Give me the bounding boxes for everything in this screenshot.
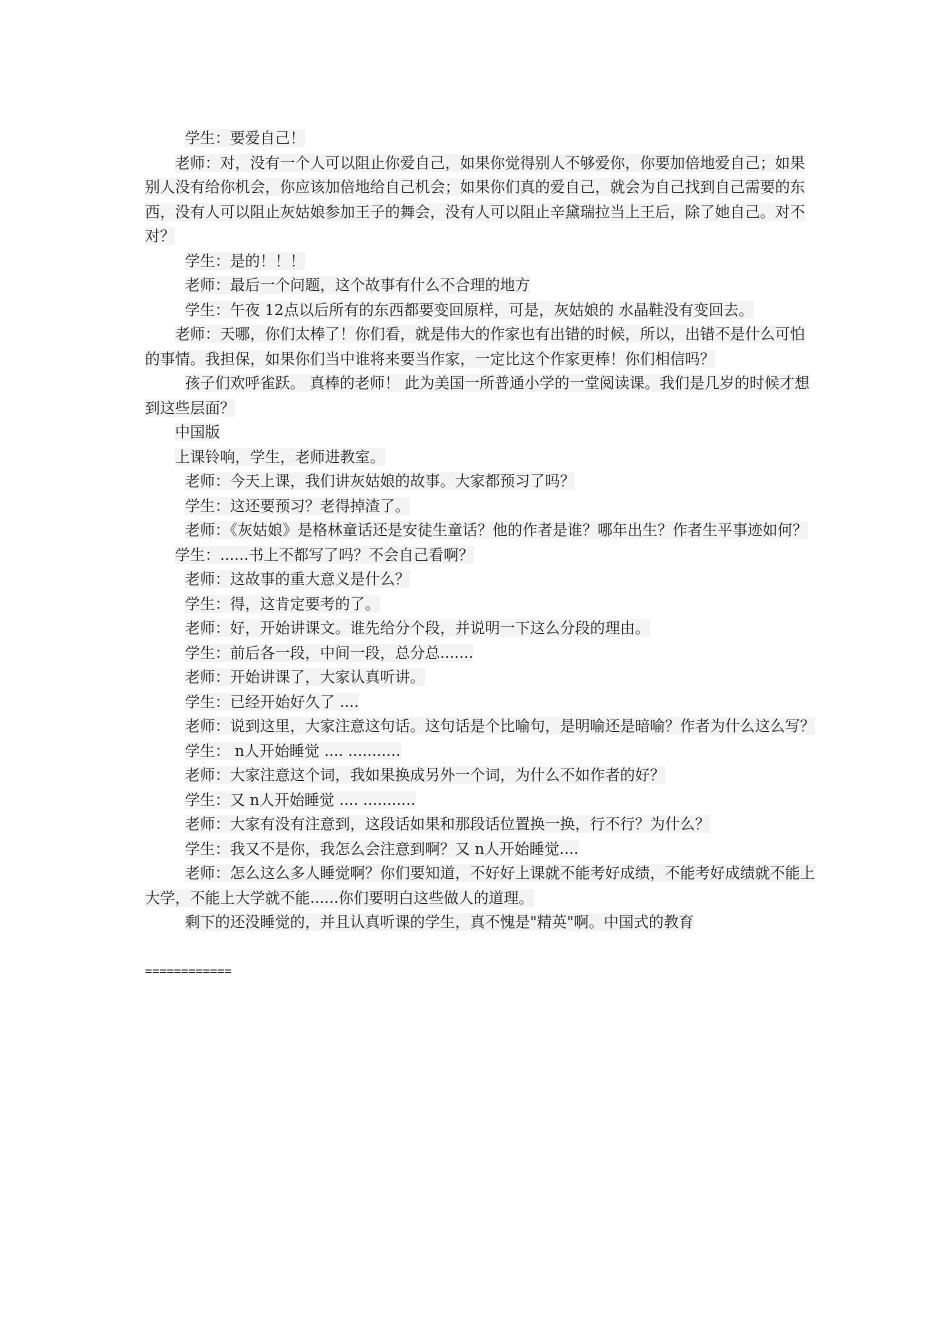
paragraph-text: 老师：对，没有一个人可以阻止你爱自己，如果你觉得别人不够爱你，你要加倍地爱自己；如果别人没有给你机会，你应该加倍地给自己机会；如果你们真的爱自己，就会为自己找到自己需要的东西，没有人可以阻止灰姑娘参加王子的舞会，没有人可以阻止辛黛瑞拉当上王后，除了她自己。对不对？ [145, 153, 806, 245]
paragraph-text: 剩下的还没睡觉的，并且认真听课的学生，真不愧是"精英"啊。中国式的教育 [185, 913, 694, 931]
paragraph [145, 739, 815, 764]
paragraph [145, 812, 815, 837]
paragraph [145, 788, 815, 813]
paragraph [145, 616, 815, 641]
paragraph [145, 518, 815, 543]
paragraph [145, 837, 815, 862]
paragraph-text: 学生：是的！！！ [185, 251, 306, 270]
paragraph-text: 学生：我又不是你，我怎么会注意到啊？又 n人开始睡觉.... [185, 839, 579, 858]
paragraph-text: 学生： n人开始睡觉 .... ........... [185, 741, 401, 760]
paragraph [145, 592, 815, 617]
paragraph-text: 老师：大家注意这个词，我如果换成另外一个词，为什么不如作者的好？ [185, 766, 666, 784]
paragraph [145, 567, 815, 592]
paragraph-text: 老师：开始讲课了，大家认真听讲。 [185, 668, 426, 686]
paragraph-text: 上课铃响，学生，老师进教室。 [175, 447, 386, 466]
paragraph-text: 学生：已经开始好久了 .... [185, 692, 359, 711]
paragraph-text: 学生：得，这肯定要考的了。 [185, 594, 381, 613]
paragraph [145, 910, 815, 935]
paragraph [145, 371, 815, 420]
paragraph [145, 445, 815, 470]
paragraph-text: 老师：好，开始讲课文。谁先给分个段，并说明一下这么分段的理由。 [185, 619, 651, 637]
paragraph [145, 641, 815, 666]
paragraph [145, 151, 815, 249]
paragraph-text: 老师：天哪，你们太棒了！你们看，就是伟大的作家也有出错的时候，所以，出错不是什么可怕的事情。我担保，如果你们当中谁将来要当作家，一定比这个作家更棒！你们相信吗？ [145, 325, 806, 368]
paragraph-text: 老师：说到这里，大家注意这句话。这句话是个比喻句，是明喻还是暗喻？作者为什么这么写？ [185, 717, 816, 735]
paragraph [145, 298, 815, 323]
paragraph [145, 494, 815, 519]
paragraph-text: 学生：这还要预习？老得掉渣了。 [185, 496, 411, 515]
paragraph [145, 249, 815, 274]
paragraph [145, 126, 815, 151]
paragraph [145, 469, 815, 494]
paragraph-text: 老师：最后一个问题，这个故事有什么不合理的地方 [185, 276, 531, 294]
paragraph-text: 老师：《灰姑娘》是格林童话还是安徒生童话？他的作者是谁？哪年出生？作者生平事迹如何？ [185, 521, 808, 539]
paragraph-text: 老师：今天上课，我们讲灰姑娘的故事。大家都预习了吗？ [185, 472, 576, 490]
paragraph [145, 690, 815, 715]
paragraph-text: 孩子们欢呼雀跃。 真棒的老师！ 此为美国一所普通小学的一堂阅读课。我们是几岁的时候才想到这些层面？ [145, 374, 810, 417]
paragraph [145, 861, 815, 910]
paragraph-text: 老师：这故事的重大意义是什么？ [185, 570, 411, 588]
paragraph [145, 543, 815, 568]
paragraph [145, 763, 815, 788]
paragraph [145, 665, 815, 690]
document-body [145, 126, 815, 981]
paragraph-text: 学生：又 n人开始睡觉 .... ........... [185, 790, 416, 809]
section-spacer [145, 935, 815, 959]
paragraph [145, 273, 815, 298]
divider-line: ============ [145, 963, 232, 978]
paragraph-text: 学生：......书上不都写了吗？不会自己看啊？ [175, 545, 474, 564]
paragraph-text: 老师：大家有没有注意到，这段话如果和那段话位置换一换，行不行？为什么？ [185, 815, 711, 833]
paragraph-text: 学生：前后各一段，中间一段，总分总....... [185, 643, 474, 662]
paragraph-text: 学生：午夜 12点以后所有的东西都要变回原样，可是，灰姑娘的 水晶鞋没有变回去。 [185, 300, 754, 319]
paragraph-text: 学生：要爱自己！ [185, 129, 306, 147]
paragraph [145, 322, 815, 371]
paragraph [145, 420, 815, 445]
paragraph-text: 老师：怎么这么多人睡觉啊？你们要知道，不好好上课就不能考好成绩，不能考好成绩就不能上大学，不能上大学就不能......你们要明白这些做人的道理。 [145, 864, 816, 907]
paragraph-text: 中国版 [175, 423, 221, 441]
paragraph [145, 714, 815, 739]
